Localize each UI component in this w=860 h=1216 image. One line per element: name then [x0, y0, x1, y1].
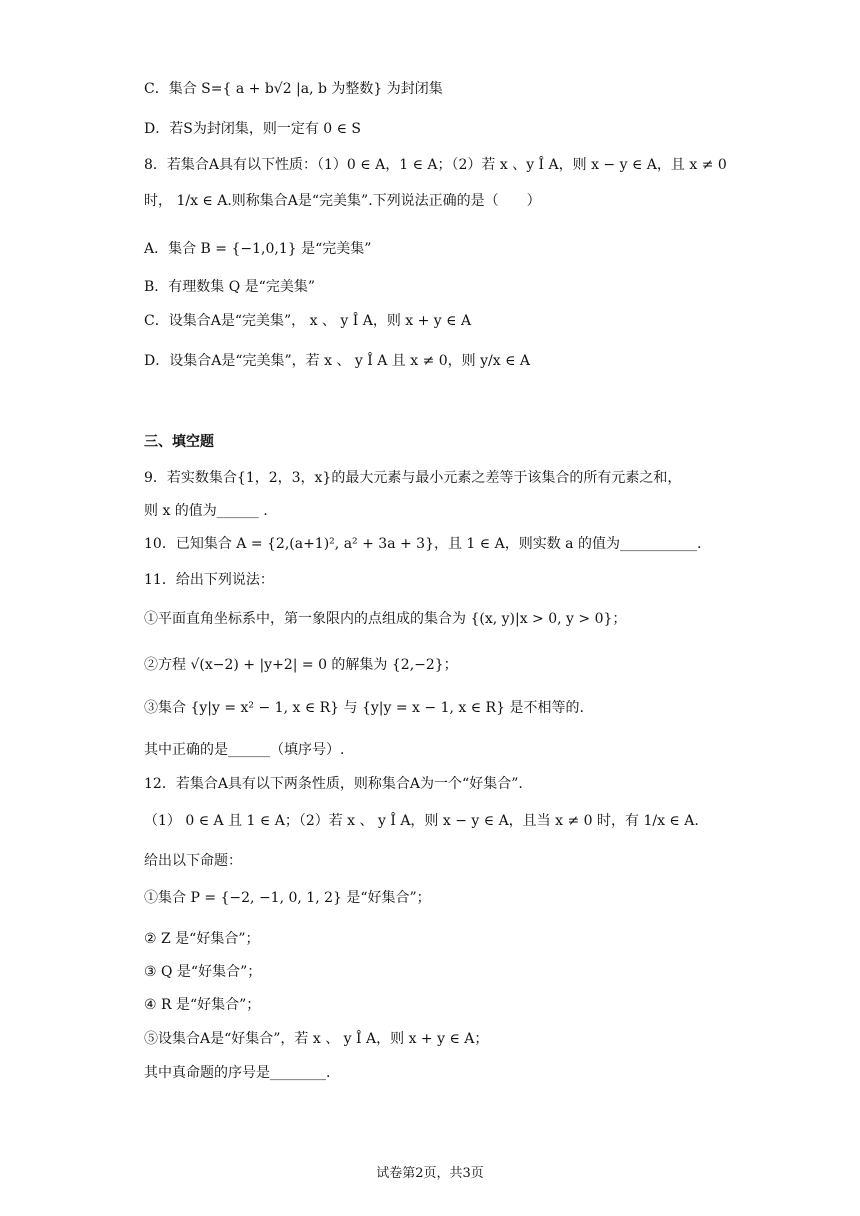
text-line: ①平面直角坐标系中，第一象限内的点组成的集合为 {(x, y)|x > 0, y > 0}； [144, 611, 627, 627]
text-line: ③ Q 是“好集合”； [144, 964, 262, 980]
text-line: 10．已知集合 A = {2,(a+1)², a² + 3a + 3}，且 1 ∈ A，则实数 a 的值为___________. [144, 536, 702, 552]
text-line: 其中正确的是______（填序号）. [144, 742, 345, 758]
text-line: 9．若实数集合{1，2，3，x}的最大元素与最小元素之差等于该集合的所有元素之和， [144, 470, 682, 486]
text-line: 8．若集合A具有以下性质：（1）0 ∈ A，1 ∈ A；（2）若 x 、y Î A，则 x − y ∈ A，且 x ≠ 0 [144, 157, 727, 173]
text-line: 则 x 的值为______ . [144, 503, 268, 519]
section-heading: 三、填空题 [144, 434, 214, 450]
text-line: 其中真命题的序号是________. [144, 1065, 331, 1081]
text-line: ④ R 是“好集合”； [144, 997, 261, 1013]
text-line: 11．给出下列说法： [144, 572, 274, 588]
page-footer: 试卷第2页，共3页 [376, 1166, 484, 1181]
text-line: ② Z 是“好集合”； [144, 931, 260, 947]
text-line: D．设集合A是“完美集”，若 x 、 y Î A 且 x ≠ 0，则 y/x ∈ A [144, 353, 531, 369]
text-line: D．若S为封闭集，则一定有 0 ∈ S [144, 121, 362, 137]
text-line: 给出以下命题： [144, 853, 242, 869]
text-line: ⑤设集合A是“好集合”，若 x 、 y Î A，则 x + y ∈ A； [144, 1031, 489, 1047]
text-line: ②方程 √(x−2) + |y+2| = 0 的解集为 {2,−2}； [144, 657, 458, 673]
text-line: A．集合 B = {−1,0,1} 是“完美集” [144, 241, 372, 257]
text-line: C．集合 S={ a + b√2 |a, b 为整数} 为封闭集 [144, 81, 443, 97]
text-line: 12．若集合A具有以下两条性质，则称集合A为一个“好集合”. [144, 776, 523, 792]
text-line: B．有理数集 Q 是“完美集” [144, 279, 315, 295]
text-line: 时， 1/x ∈ A.则称集合A是“完美集”.下列说法正确的是（ ） [144, 193, 541, 209]
text-line: （1） 0 ∈ A 且 1 ∈ A；（2）若 x 、 y Î A，则 x − y ∈ A，且当 x ≠ 0 时，有 1/x ∈ A. [144, 813, 699, 829]
text-line: ③集合 {y|y = x² − 1, x ∈ R} 与 {y|y = x − 1, x ∈ R} 是不相等的. [144, 700, 584, 716]
text-line: ①集合 P = {−2, −1, 0, 1, 2} 是“好集合”； [144, 890, 431, 906]
text-line: C．设集合A是“完美集”， x 、 y Î A，则 x + y ∈ A [144, 313, 472, 329]
